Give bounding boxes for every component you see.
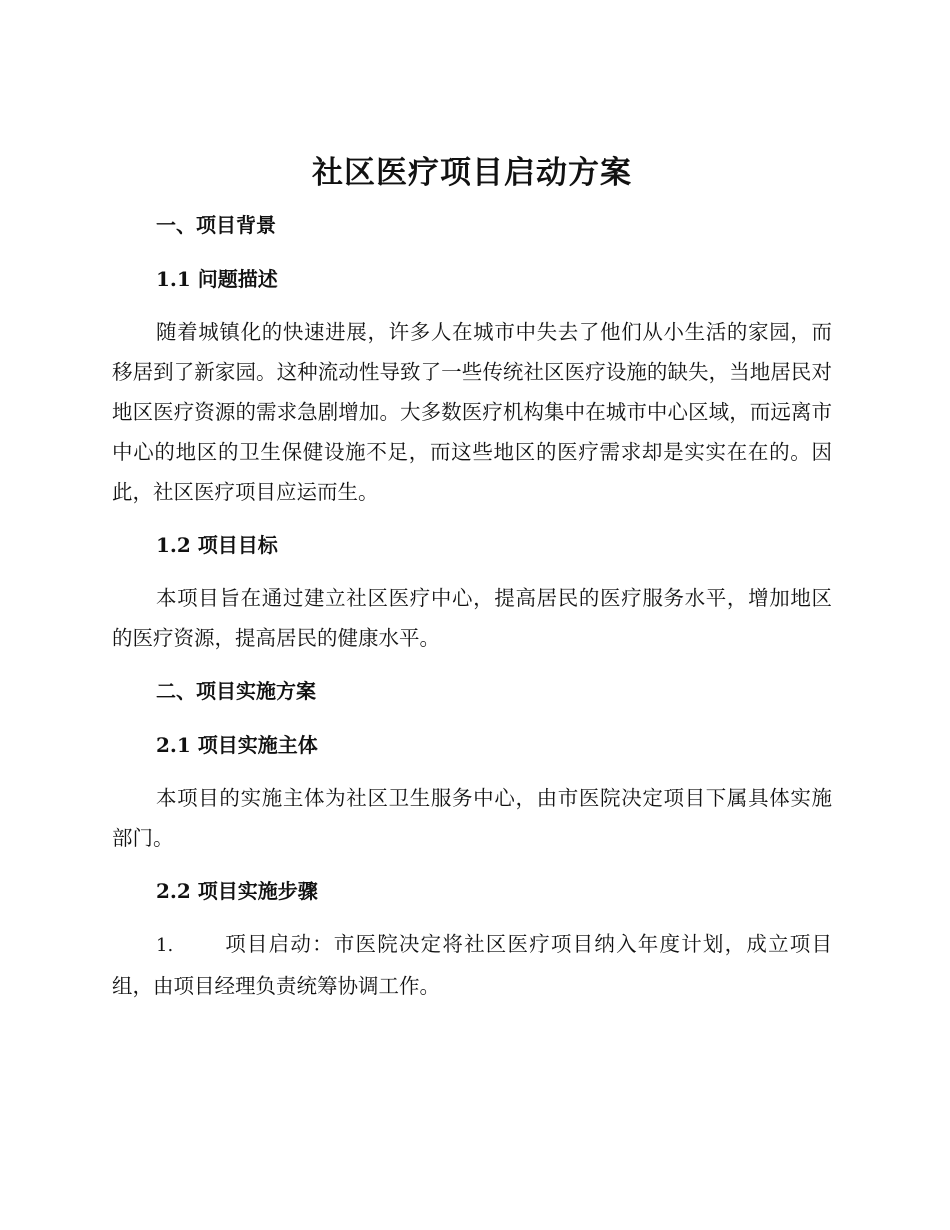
list-item-number: 1. [156,935,174,956]
subsection-heading-goals: 1.2 项目目标 [156,533,278,557]
section-heading-background: 一、项目背景 [156,213,276,237]
section-heading-implementation: 二、项目实施方案 [156,679,316,703]
paragraph-project-goals: 本项目旨在通过建立社区医疗中心，提高居民的医疗服务水平，增加地区的医疗资源，提高居民的健康水平。 [112,586,832,650]
subsection-heading-implementer: 2.1 项目实施主体 [156,733,318,757]
subsection-heading-steps: 2.2 项目实施步骤 [156,879,318,903]
subsection-heading-problem: 1.1 问题描述 [156,267,278,291]
list-item [112,918,832,1012]
document-title: 社区医疗项目启动方案 [312,155,632,191]
document-page [112,148,832,1012]
paragraph-implementer: 本项目的实施主体为社区卫生服务中心，由市医院决定项目下属具体实施部门。 [112,786,832,850]
list-item-text: 项目启动：市医院决定将社区医疗项目纳入年度计划，成立项目组，由项目经理负责统筹协调工作。 [112,932,832,998]
paragraph-problem-description: 随着城镇化的快速进展，许多人在城市中失去了他们从小生活的家园，而移居到了新家园。这种流动性导致了一些传统社区医疗设施的缺失，当地居民对地区医疗资源的需求急剧增加。大多数医疗机构集中在城市中心区域，而远离市中心的地区的卫生保健设施不足，而这些地区的医疗需求却是实实在在的。因此，社区医疗项目应运而生。 [112,320,832,504]
